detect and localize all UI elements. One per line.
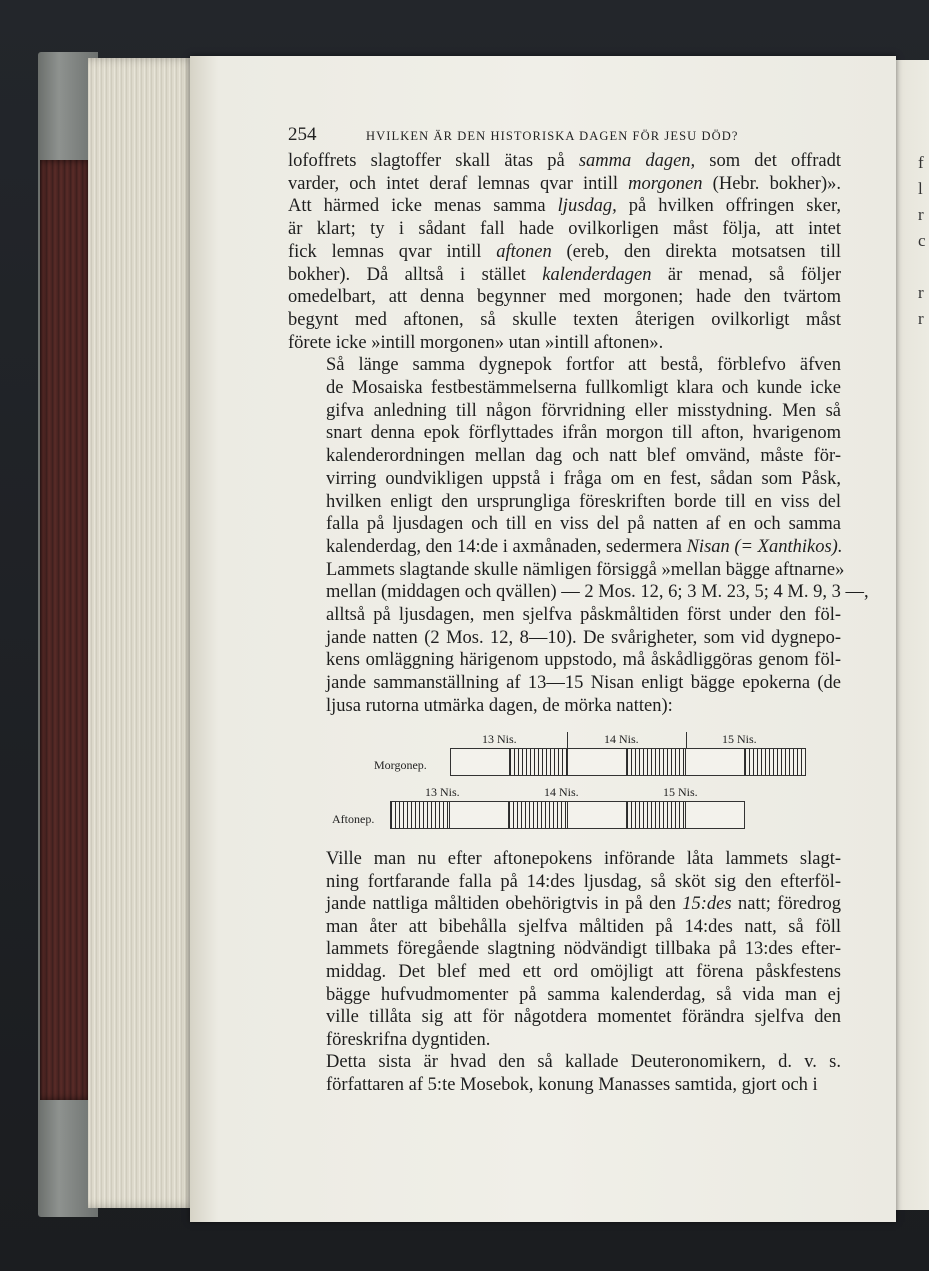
top-day-label: 15 Nis. (722, 732, 757, 746)
italic-text: Nisan (= Xanthikos). (686, 536, 843, 557)
text-line: författaren af 5:te Mosebok, konung Manasses samtida, gjort och i (326, 1074, 818, 1095)
morning-epoch-label: Morgonep. (374, 758, 427, 772)
night-box (509, 748, 568, 776)
day-box (567, 801, 627, 829)
day-box (449, 801, 509, 829)
text-line: ning fortfarande falla på 14:des ljusdag, så sköt sig den efterföl- (326, 871, 841, 892)
text-line: Detta sista är hvad den så kallade Deuteronomikern, d. v. s. (326, 1052, 841, 1073)
body-text-lower (288, 848, 841, 1097)
day-box (685, 801, 745, 829)
evening-epoch-label: Aftonep. (332, 812, 375, 826)
italic-text: samma dagen, (578, 151, 696, 171)
bottom-day-label: 14 Nis. (544, 785, 579, 799)
text-line: kalenderordningen mellan dag och natt blef omvänd, måste för- (326, 446, 841, 467)
night-box (508, 801, 568, 829)
page-edges (88, 58, 198, 1208)
book-spine-leather (40, 160, 88, 1100)
top-day-label: 14 Nis. (604, 732, 639, 746)
night-box (390, 801, 450, 829)
day-box (450, 748, 510, 776)
text-line: jande sammanställning af 13—15 Nisan enligt bägge epokerna (de (326, 673, 841, 694)
text-line: föreskrifna dygntiden. (326, 1029, 491, 1050)
text-line: Ville man nu efter aftonepokens införande låta lammets slagt- (326, 849, 841, 869)
text-line: kalenderdag, den 14:de i axmånaden, sedermera Nisan (= Xanthikos). (326, 536, 843, 557)
text-line: ljusa rutorna utmärka dagen, de mörka natten): (326, 695, 673, 716)
paragraph-2 (288, 354, 869, 717)
text-line: varder, och intet deraf lemnas qvar intill morgonen (Hebr. bokher)». (288, 173, 842, 194)
page-header (288, 124, 848, 148)
text-line: omedelbart, att denna begynner med morgonen; hade den tvärtom (288, 287, 841, 308)
text-line: Att härmed icke menas samma ljusdag, på hvilken offringen sker, (288, 196, 841, 217)
italic-text: 15:des (682, 894, 732, 915)
text-line: snart denna epok förflyttades ifrån morgon till afton, hvarigenom (326, 423, 841, 444)
text-line: alltså på ljusdagen, men sjelfva påskmåltiden först under den föl- (326, 605, 841, 626)
text-line: kens omläggning härigenom uppstodo, må åskådliggöras genom föl- (326, 650, 841, 671)
text-line: jande nattliga måltiden obehörigtvis in på den 15:des natt; föredrog (326, 894, 841, 915)
paragraph-1 (288, 150, 841, 354)
italic-text: ljusdag, (557, 196, 617, 217)
page-number: 254 (288, 124, 317, 145)
text-line: förete icke »intill morgonen» utan »intill aftonen». (288, 332, 664, 353)
top-day-label: 13 Nis. (482, 732, 517, 746)
text-line: är klart; ty i sådant fall hade ovilkorligen måst följa, att intet (288, 219, 841, 240)
paragraph-4 (288, 1051, 841, 1096)
text-line: lofoffrets slagtoffer skall ätas på samma dagen, som det offradt (288, 151, 841, 171)
italic-text: morgonen (628, 173, 703, 194)
text-line: man åter att bibehålla sjelfva måltiden på 14:des natt, så föll (326, 916, 841, 937)
text-line: middag. Det blef med ett ord omöjligt att förena påskfestens (326, 961, 841, 982)
running-head: HVILKEN ÄR DEN HISTORISKA DAGEN FÖR JESU DÖD? (366, 129, 739, 143)
text-line: Lammets slagtande skulle nämligen försiggå »mellan bägge aftnarne» (326, 559, 845, 580)
text-line: hvilken enligt den ursprungliga föreskriften borde till en viss del (326, 491, 841, 512)
italic-text: aftonen (496, 241, 552, 262)
text-line: gifva anledning till någon förvridning eller misstydning. Men så (326, 400, 841, 421)
body-text-upper (288, 150, 869, 718)
night-box (626, 801, 686, 829)
text-line: ville tillåta sig att för någotdera momentet förändra sjelfva den (326, 1007, 841, 1028)
day-box (567, 748, 627, 776)
text-line: begynt med aftonen, så skulle texten återigen ovilkorligt måst (288, 309, 841, 330)
bottom-day-label: 15 Nis. (663, 785, 698, 799)
text-line: mellan (middagen och qvällen) — 2 Mos. 12, 6; 3 M. 23, 5; 4 M. 9, 3 —, (326, 582, 869, 603)
epoch-diagram (330, 728, 820, 838)
text-line: lammets föregående slagtning nödvändigt tillbaka på 13:des efter- (326, 939, 841, 960)
night-box (744, 748, 806, 776)
text-line: jande natten (2 Mos. 12, 8—10). De svårigheter, som vid dygnepo- (326, 627, 841, 648)
text-line: bägge hufvudmomenter på samma kalenderdag, så vida man ej (326, 984, 841, 1005)
text-line: falla på ljusdagen och till en viss del på natten af en och samma (326, 514, 841, 535)
text-line: Så länge samma dygnepok fortfor att bestå, förblefvo äfven (326, 355, 841, 376)
day-box (685, 748, 745, 776)
text-line: fick lemnas qvar intill aftonen (ereb, den direkta motsatsen till (288, 241, 841, 262)
night-box (626, 748, 686, 776)
text-line: bokher). Då alltså i stället kalenderdagen är menad, så följer (288, 264, 841, 285)
bottom-day-label: 13 Nis. (425, 785, 460, 799)
paragraph-3 (288, 848, 841, 1051)
text-line: virring oundvikligen uppstå i fråga om en fest, sådan som Påsk, (326, 468, 841, 489)
italic-text: kalenderdagen (542, 264, 652, 285)
facing-page-letters: f l r c r r (918, 153, 926, 328)
text-line: de Mosaiska festbestämmelserna fullkomligt klara och kunde icke (326, 378, 841, 399)
